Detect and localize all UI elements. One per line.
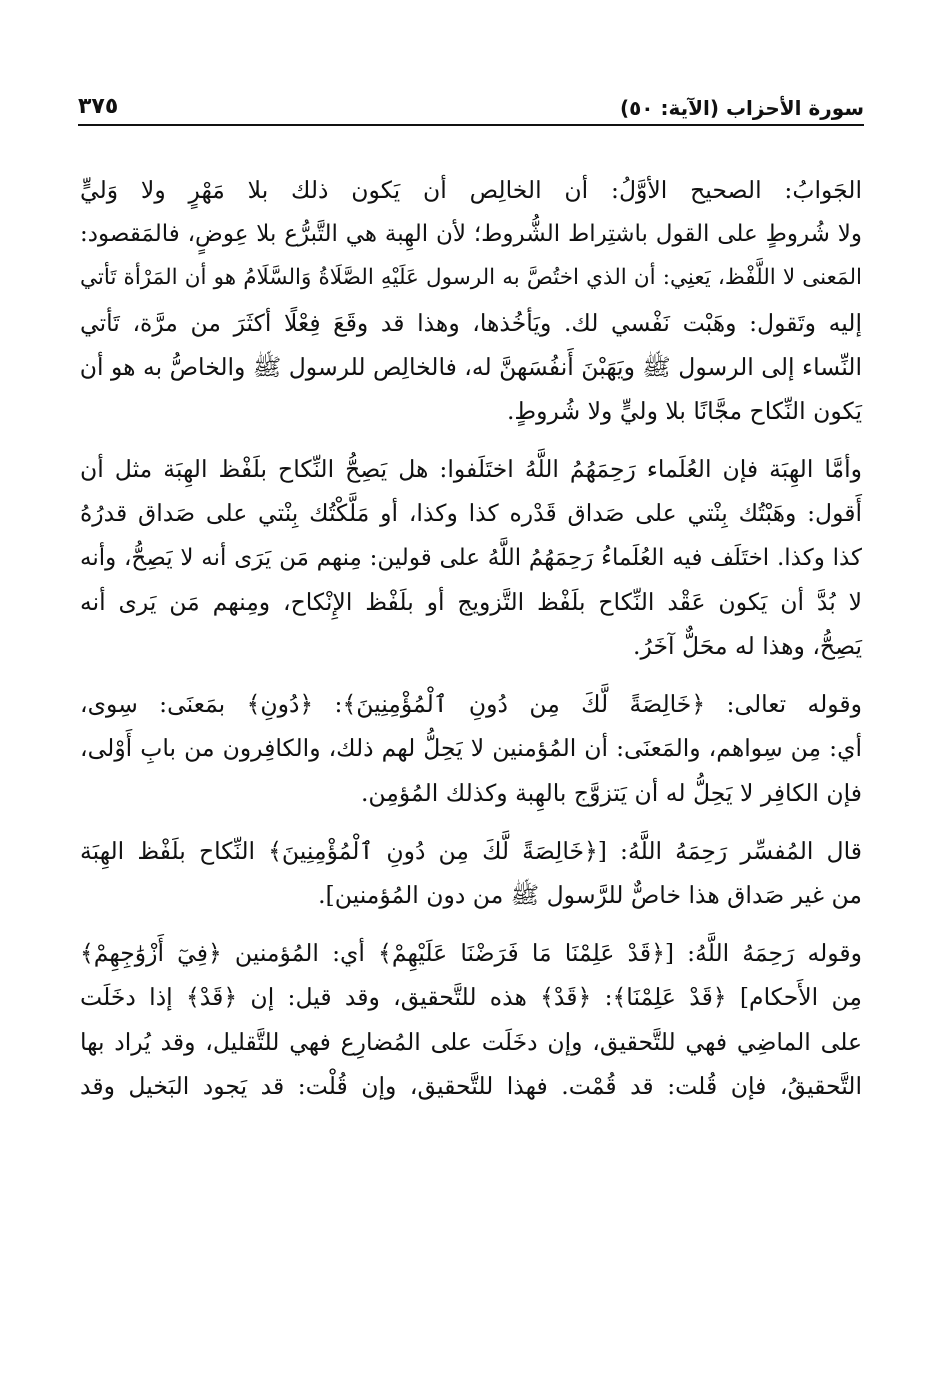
text-line: مِن الأَحكام] ﴿قَدْ عَلِمْنَا﴾: ﴿قَدْ﴾ هذه للتَّحقيق، وقد قيل: إن ﴿قَدْ﴾ إذا دخَلَت [80,983,862,1012]
text-line: لا بُدَّ أن يَكون عَقْد النِّكاح بلَفْظ التَّزويج أو بلَفْظ الإِنْكاح، ومِنهم مَن يَرى أنه [80,587,862,616]
text-line: يَصِحُّ، وهذا له محَلٌّ آخَرُ. [633,632,862,661]
text-line: أَقول: وهَبْتُك بِنْتي على صَداق قَدْره كذا وكذا، أو مَلَّكْتُك بِنْتي على صَداق قدرُهُ [80,499,862,528]
text-line: وقوله رَحِمَهُ اللَّهُ: [﴿قَدْ عَلِمْنَا مَا فَرَضْنَا عَلَيْهِمْ﴾ أي: المُؤمنين ﴿فِيٓ أَزْوَٰجِهِمْ﴾ [80,939,862,968]
paragraph-hiba [80,447,862,668]
text-line: وأمَّا الهِبَة فإن العُلَماء رَحِمَهُمُ اللَّهُ اختَلَفوا: هل يَصِحُّ النِّكاح بلَفْظ الهِبَة مثل أن [80,455,862,484]
text-line: قال المُفسِّر رَحِمَهُ اللَّهُ: [﴿خَالِصَةً لَّكَ مِن دُونِ ٱلْمُؤْمِنِينَ﴾ النِّكاح بلَفْظ الهِبَة [80,836,862,865]
text-line: التَّحقيقُ، فإن قُلت: قد قُمْت. فهذا للتَّحقيق، وإن قُلْت: قد يَجود البَخيل وقد [80,1071,862,1100]
text-line: الجَوابُ: الصحيح الأوَّلُ: أن الخالِص أن يَكون ذلك بلا مَهْرٍ ولا وَليٍّ [80,176,862,204]
text-line: من غير صَداق هذا خاصٌّ للرَّسول ﷺ من دون المُؤمنين]. [318,881,862,910]
text-line: النِّساء إلى الرسول ﷺ ويَهَبْنَ أَنفُسَهنَّ له، فالخالِص للرسول ﷺ والخاصُّ به هو أن [79,352,862,381]
page-body [80,168,862,1122]
text-line: يَكون النِّكاح مجَّانًا بلا وليٍّ ولا شُروطٍ. [506,397,862,426]
page-header [78,80,864,124]
text-line: فإن الكافِر لا يَحِلُّ له أن يَتزوَّج بالهِبة وكذلك المُؤمِن. [360,778,862,807]
text-line: كذا وكذا. اختَلَف فيه العُلَماءُ رَحِمَهُمُ اللَّهُ على قولين: مِنهم مَن يَرَى أنه لا يَصِحُّ، وأنه [80,544,862,571]
text-line: إليه وتَقول: وهَبْت نَفْسي لك. ويَأخُذها، وهذا قد وقَعَ فِعْلًا أكثَرَ من مرَّة، تَأتي [80,308,862,337]
header-divider [78,124,864,126]
text-line: ولا شُروطٍ على القول باشتِراط الشُّروط؛ لأن الهِبة هي التَّبرُّع بلا عِوضٍ، فالمَقصود: [80,221,862,248]
page-number: ٣٧٥ [78,94,119,119]
text-line: على الماضِي فهي للتَّحقيق، وإن دخَلَت على المُضارِع فهي للتَّقليل، وقد يُراد بها [80,1027,862,1056]
paragraph-min-dun [80,682,862,815]
paragraph-answer [80,168,862,433]
surah-title: سورة الأحزاب (الآية: ٥٠) [619,96,864,120]
text-line: وقوله تعالى: ﴿خَالِصَةً لَّكَ مِن دُونِ ٱلْمُؤْمِنِينَ﴾: ﴿دُونِ﴾ بمَعنَى: سِوى، [80,690,862,719]
paragraph-mufassir [80,829,862,917]
text-line: المَعنى لا اللَّفْظ، يَعنِي: أن الذي اختُصَّ به الرسول عَلَيْهِ الصَّلَاةُ وَالسَّلَامُ هو أن المَرْأة تَأتي [80,265,862,291]
paragraph-qad-alimna [80,931,862,1108]
text-line: أي: مِن سِواهم، والمَعنَى: أن المُؤمنين لا يَحِلُّ لهم ذلك، والكافِرون من بابِ أَوْلى، [80,734,862,763]
